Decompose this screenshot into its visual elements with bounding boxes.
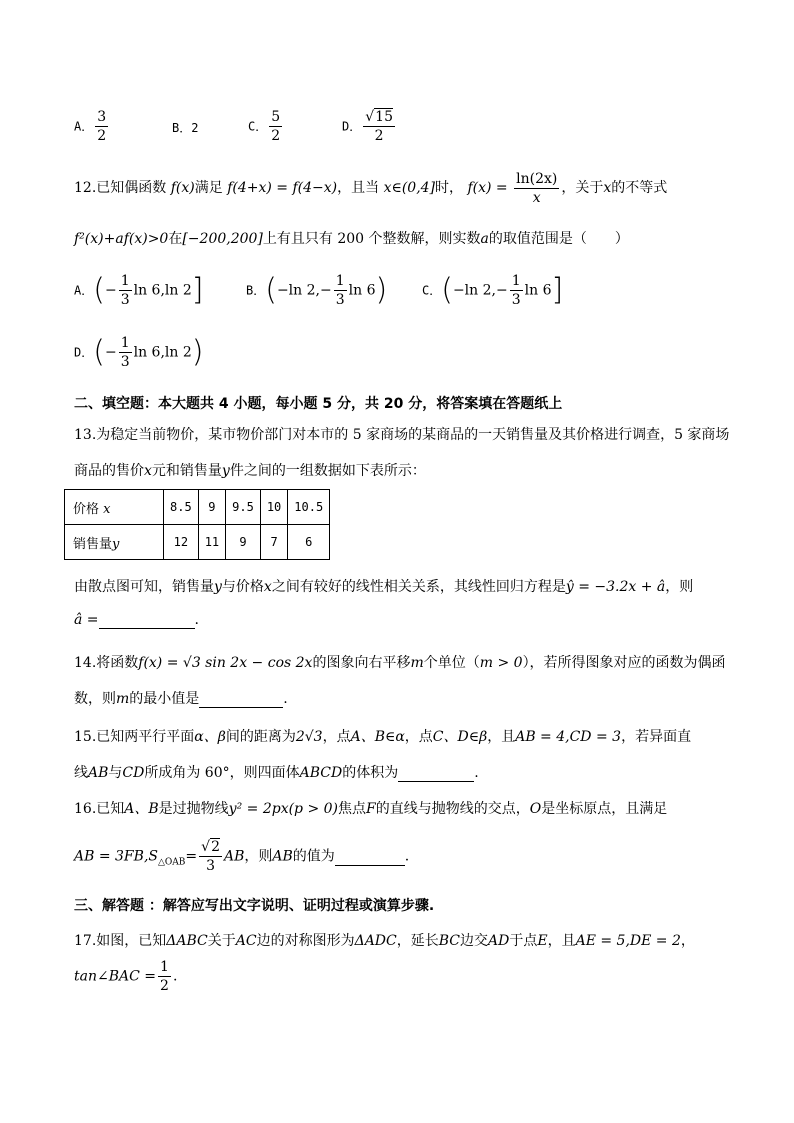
table-cell: 9 <box>198 490 225 525</box>
q12-line1: 12.已知偶函数 f(x)满足 f(4+x) = f(4−x)，且当 x∈(0,4]时， f(x) = $\frac{\ln(2x)}{x}$ ，关于x的不等式 <box>74 170 668 206</box>
table-cell: 11 <box>198 525 225 560</box>
option-a-label: A． <box>74 119 94 134</box>
question-number: 12. <box>74 180 97 196</box>
math-fraction: $\frac{\ln(2x)}{x}$ <box>516 170 558 206</box>
option-b-label: B． <box>172 121 192 135</box>
question-number: 17. <box>74 933 97 949</box>
math-function: f(x) = √3 sin 2x − cos 2x <box>138 655 313 671</box>
table-cell: 10.5 <box>288 490 330 525</box>
table-header-price: 价格 x <box>65 490 164 525</box>
table-cell: 12 <box>164 525 199 560</box>
table-cell: 9 <box>226 525 261 560</box>
math-fx: f(x) <box>170 180 195 196</box>
option-d-label: D． <box>342 119 362 134</box>
table-row <box>65 490 330 525</box>
option-b-value: 2 <box>191 121 199 135</box>
q13-line2: 商品的售价x元和销售量y件之间的一组数据如下表所示： <box>74 463 426 479</box>
q16-line1: 16.已知A、B是过抛物线y² = 2px(p > 0)焦点F的直线与抛物线的交点，O是坐标原点，且满足 <box>74 801 668 817</box>
q13-answer-line: â = . <box>74 612 199 628</box>
price-sales-table <box>64 489 330 560</box>
answer-blank <box>199 691 283 708</box>
table-header-sales: 销售量y <box>65 525 164 560</box>
q11-option-d <box>342 108 397 145</box>
q12-option-a: A．(− $\frac{1}{3}$ ln 6,ln 2] <box>74 272 204 308</box>
table-cell: 6 <box>288 525 330 560</box>
q13-line3: 由散点图可知，销售量y与价格x之间有较好的线性相关关系，其线性回归方程是ŷ = −3.2x + â，则 <box>74 579 694 595</box>
q11-options <box>74 108 110 145</box>
table-cell: 9.5 <box>226 490 261 525</box>
table-cell: 8.5 <box>164 490 199 525</box>
question-number: 14. <box>74 655 97 671</box>
math-domain: x∈(0,4] <box>383 180 436 196</box>
q14-line2: 数，则m的最小值是 . <box>74 691 288 707</box>
question-number: 13. <box>74 427 97 443</box>
q11-option-c <box>248 108 284 145</box>
q12-line2: f²(x)+af(x)>0在[−200,200]上有且只有 200 个整数解，则实数a的取值范围是（ ） <box>74 231 629 247</box>
question-number: 15. <box>74 729 97 745</box>
question-number: 16. <box>74 801 97 817</box>
option-a-fraction: $\frac{3}{2}$ <box>97 109 107 144</box>
q12-option-c: C．(−ln 2,− $\frac{1}{3}$ ln 6] <box>422 272 564 308</box>
q11-option-b <box>172 119 198 136</box>
option-d-fraction: $\frac{√15}{2}$ <box>365 109 393 144</box>
q12-option-d: D．(− $\frac{1}{3}$ ln 6,ln 2) <box>74 334 204 370</box>
q16-line2: AB = $3FB,S_{\triangle OAB}=$ $\frac{√2}{3}$ AB，则AB的值为 . <box>74 839 410 874</box>
answer-blank <box>398 765 474 782</box>
math-regression: ŷ = −3.2x + â <box>565 579 666 595</box>
math-fraction: $\frac{√2}{3}$ <box>201 839 220 874</box>
q15-line1: 15.已知两平行平面α、β间的距离为2√3，点A、B∈α，点C、D∈β，且AB = 4,CD = 3，若异面直 <box>74 729 692 745</box>
section-title-fill-in: 二、填空题：本大题共 4 小题，每小题 5 分，共 20 分，将答案填在答题纸上 <box>74 396 563 412</box>
q12-option-b: B．(−ln 2,− $\frac{1}{3}$ ln 6) <box>246 272 388 308</box>
math-inequality: f²(x)+af(x)>0 <box>74 231 169 247</box>
option-c-label: C． <box>248 119 268 134</box>
table-cell: 7 <box>260 525 287 560</box>
q17-line2: tan∠BAC = $\frac{1}{2}$ . <box>74 959 178 994</box>
table-row <box>65 525 330 560</box>
answer-blank <box>99 612 195 629</box>
option-c-fraction: $\frac{5}{2}$ <box>271 109 281 144</box>
q14-line1: 14.将函数f(x) = √3 sin 2x − cos 2x的图象向右平移m个单位（m > 0），若所得图象对应的函数为偶函 <box>74 655 726 671</box>
math-fraction: $\frac{1}{2}$ <box>160 959 169 994</box>
math-symmetry: f(4+x) = f(4−x) <box>227 180 338 196</box>
q17-line1: 17.如图，已知ΔABC关于AC边的对称图形为ΔADC，延长BC边交AD于点E，且AE = 5,DE = 2， <box>74 933 695 949</box>
math-interval: [−200,200] <box>182 231 263 247</box>
q15-line2: 线AB与CD所成角为 60°，则四面体ABCD的体积为 . <box>74 765 479 781</box>
section-title-solutions: 三、解答题 ：解答应写出文字说明、证明过程或演算步骤. <box>74 898 435 914</box>
answer-blank <box>335 849 405 866</box>
q13-line1: 13.为稳定当前物价，某市物价部门对本市的 5 家商场的某商品的一天销售量及其价格进行调查，5 家商场 <box>74 427 730 443</box>
table-cell: 10 <box>260 490 287 525</box>
